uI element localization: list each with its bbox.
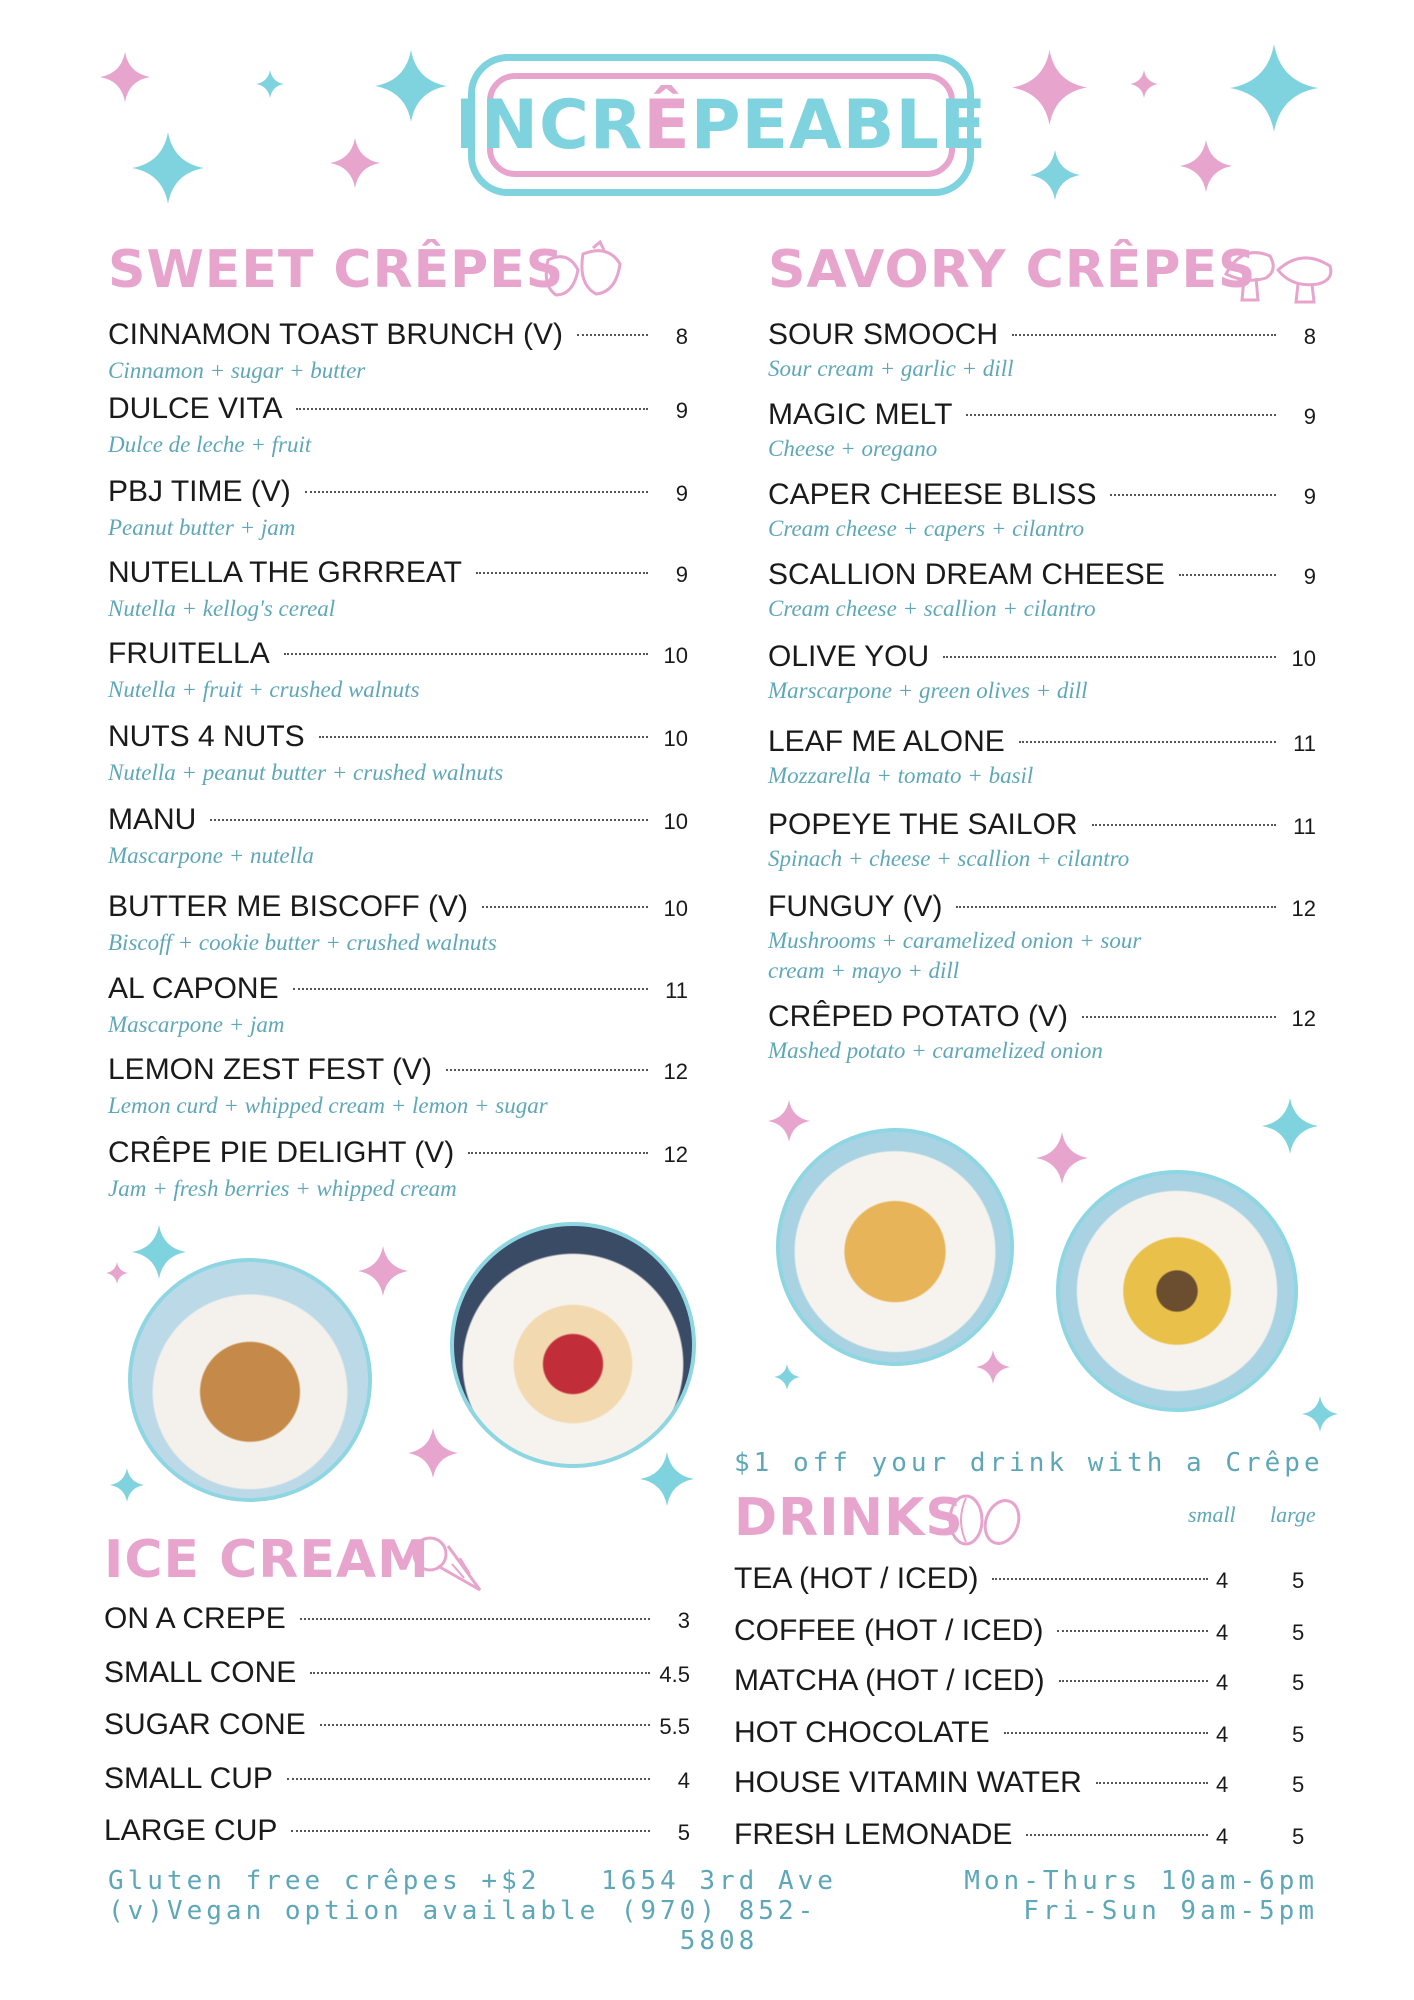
menu-item-row bbox=[104, 1708, 690, 1742]
menu-item-name: LEMON ZEST FEST (V) bbox=[108, 1053, 432, 1086]
menu-item-price: 12 bbox=[1291, 896, 1316, 921]
menu-item-name: CRÊPE PIE DELIGHT (V) bbox=[108, 1136, 455, 1169]
menu-item-price: 10 bbox=[663, 896, 688, 921]
menu-item-description: Mashed potato + caramelized onion bbox=[768, 1038, 1103, 1063]
menu-item-row bbox=[108, 720, 688, 754]
drink-price-small: 4 bbox=[1216, 1772, 1229, 1797]
menu-item-price: 11 bbox=[1293, 731, 1316, 756]
drink-price-small: 4 bbox=[1216, 1620, 1229, 1645]
coffee-bean-icon bbox=[944, 1490, 1026, 1550]
footer-hours bbox=[964, 1866, 1318, 1926]
sparkle-icon bbox=[1130, 70, 1158, 98]
sparkle-icon bbox=[1036, 1132, 1088, 1184]
menu-item-name: SMALL CUP bbox=[104, 1762, 273, 1795]
sparkle-icon bbox=[774, 1364, 800, 1390]
menu-item-description: Cinnamon + sugar + butter bbox=[108, 358, 366, 383]
menu-item-row bbox=[734, 1614, 1214, 1648]
menu-item-name: HOUSE VITAMIN WATER bbox=[734, 1766, 1082, 1799]
dot-leader bbox=[943, 656, 1276, 658]
sparkle-icon bbox=[375, 50, 447, 122]
sparkle-icon bbox=[1262, 1098, 1318, 1154]
gluten-free-note: Gluten free crêpes +$2 bbox=[108, 1866, 541, 1896]
menu-item-row bbox=[768, 808, 1316, 842]
dot-leader bbox=[468, 1152, 648, 1154]
phone-number[interactable]: (970) 852-5808 bbox=[620, 1896, 818, 1956]
menu-item-row bbox=[108, 556, 688, 590]
menu-item-price: 9 bbox=[1303, 404, 1316, 429]
berry-crepe-photo bbox=[450, 1222, 696, 1468]
menu-item-price: 9 bbox=[675, 398, 688, 423]
menu-item-description: Marscarpone + green olives + dill bbox=[768, 678, 1088, 703]
menu-item-row bbox=[108, 803, 688, 837]
drink-price-large: 5 bbox=[1292, 1824, 1305, 1849]
menu-item-description: Biscoff + cookie butter + crushed walnuts bbox=[108, 930, 497, 955]
menu-item-name: FRUITELLA bbox=[108, 637, 270, 670]
logo bbox=[454, 54, 988, 196]
menu-item-price: 9 bbox=[1303, 484, 1316, 509]
menu-item-description: Jam + fresh berries + whipped cream bbox=[108, 1176, 457, 1201]
sweet-crepe-photo bbox=[128, 1258, 372, 1502]
menu-item-price: 5.5 bbox=[659, 1714, 690, 1739]
menu-item-description: Mascarpone + jam bbox=[108, 1012, 285, 1037]
menu-item-row bbox=[734, 1716, 1214, 1750]
drink-price-small: 4 bbox=[1216, 1670, 1229, 1695]
menu-item-row bbox=[768, 398, 1316, 432]
drink-price-large: 5 bbox=[1292, 1722, 1305, 1747]
drink-price-small: 4 bbox=[1216, 1824, 1229, 1849]
menu-item-row bbox=[104, 1762, 690, 1796]
menu-item-price: 8 bbox=[675, 324, 688, 349]
menu-item-name: MANU bbox=[108, 803, 197, 836]
footer-notes bbox=[108, 1866, 599, 1926]
menu-item-price: 10 bbox=[663, 643, 688, 668]
menu-item-row bbox=[108, 637, 688, 671]
menu-item-description: Peanut butter + jam bbox=[108, 515, 296, 540]
sparkle-icon bbox=[100, 52, 150, 102]
menu-item-name: SCALLION DREAM CHEESE bbox=[768, 558, 1165, 591]
sparkle-icon bbox=[1230, 44, 1318, 132]
menu-item-row bbox=[768, 725, 1316, 759]
sparkle-icon bbox=[1180, 140, 1232, 192]
menu-item-description: Sour cream + garlic + dill bbox=[768, 356, 1014, 381]
dot-leader bbox=[284, 653, 648, 655]
dot-leader bbox=[1057, 1630, 1208, 1632]
menu-item-description: Spinach + cheese + scallion + cilantro bbox=[768, 846, 1130, 871]
strawberry-icon bbox=[538, 240, 628, 302]
sparkle-icon bbox=[132, 132, 204, 204]
dot-leader bbox=[319, 736, 648, 738]
menu-item-row bbox=[768, 640, 1316, 674]
menu-item-row bbox=[768, 558, 1316, 592]
sparkle-icon bbox=[1302, 1396, 1338, 1432]
menu-item-name: OLIVE YOU bbox=[768, 640, 930, 673]
sparkle-icon bbox=[976, 1350, 1010, 1384]
dot-leader bbox=[446, 1069, 648, 1071]
menu-item-name: LARGE CUP bbox=[104, 1814, 278, 1847]
menu-item-row bbox=[768, 478, 1316, 512]
dot-leader bbox=[1092, 824, 1276, 826]
menu-item-row bbox=[108, 890, 688, 924]
menu-item-name: COFFEE (HOT / ICED) bbox=[734, 1614, 1044, 1647]
sweet-crepes-heading: SWEET CRÊPES bbox=[108, 240, 565, 300]
menu-item-price: 9 bbox=[675, 481, 688, 506]
vegan-note: (v)Vegan option available bbox=[108, 1896, 600, 1926]
ice-cream-cone-icon bbox=[408, 1534, 484, 1594]
hours-weekday: Mon-Thurs 10am-6pm bbox=[964, 1866, 1318, 1896]
menu-item-name: CINNAMON TOAST BRUNCH (V) bbox=[108, 318, 564, 351]
drink-price-large: 5 bbox=[1292, 1620, 1305, 1645]
menu-item-row bbox=[768, 318, 1316, 352]
menu-item-name: FRESH LEMONADE bbox=[734, 1818, 1013, 1851]
menu-item-description: Lemon curd + whipped cream + lemon + sugar bbox=[108, 1093, 548, 1118]
menu-item-row bbox=[104, 1656, 690, 1690]
menu-item-name: CAPER CHEESE BLISS bbox=[768, 478, 1097, 511]
dot-leader bbox=[287, 1778, 650, 1780]
sparkle-icon bbox=[1030, 150, 1080, 200]
menu-item-row bbox=[108, 1053, 688, 1087]
sparkle-icon bbox=[1012, 50, 1087, 125]
savory-crepe-photo bbox=[776, 1128, 1014, 1366]
menu-item-price: 10 bbox=[1291, 646, 1316, 671]
hours-weekend: Fri-Sun 9am-5pm bbox=[1023, 1896, 1318, 1926]
menu-item-description: Cream cheese + scallion + cilantro bbox=[768, 596, 1096, 621]
sparkle-icon bbox=[358, 1246, 408, 1296]
menu-item-row bbox=[108, 1136, 688, 1170]
menu-item-row bbox=[104, 1814, 690, 1848]
menu-item-row bbox=[734, 1664, 1214, 1698]
dot-leader bbox=[577, 334, 648, 336]
drink-price-small: 4 bbox=[1216, 1568, 1229, 1593]
savory-crepes-heading: SAVORY CRÊPES bbox=[768, 240, 1257, 300]
menu-item-name: PBJ TIME (V) bbox=[108, 475, 291, 508]
dot-leader bbox=[482, 906, 648, 908]
menu-item-description: Dulce de leche + fruit bbox=[108, 432, 312, 457]
menu-item-price: 11 bbox=[1293, 814, 1316, 839]
menu-item-name: FUNGUY (V) bbox=[768, 890, 943, 923]
menu-item-row bbox=[104, 1602, 690, 1636]
drink-price-large: 5 bbox=[1292, 1772, 1305, 1797]
dot-leader bbox=[956, 906, 1276, 908]
menu-item-description: Mascarpone + nutella bbox=[108, 843, 314, 868]
menu-item-price: 4.5 bbox=[659, 1662, 690, 1687]
menu-item-name: MAGIC MELT bbox=[768, 398, 953, 431]
menu-item-description: Nutella + peanut butter + crushed walnuts bbox=[108, 760, 504, 785]
menu-item-description: Mushrooms + caramelized onion + sour bbox=[768, 928, 1142, 953]
dot-leader bbox=[1110, 494, 1276, 496]
mushroom-crepe-photo bbox=[1056, 1170, 1298, 1412]
menu-item-description: Nutella + kellog's cereal bbox=[108, 596, 336, 621]
menu-item-row bbox=[108, 392, 688, 426]
menu-item-price: 11 bbox=[665, 978, 688, 1003]
menu-item-name: SUGAR CONE bbox=[104, 1708, 306, 1741]
dot-leader bbox=[966, 414, 1276, 416]
menu-item-description: Cream cheese + capers + cilantro bbox=[768, 516, 1085, 541]
menu-item-description: Cheese + oregano bbox=[768, 436, 938, 461]
dot-leader bbox=[476, 572, 648, 574]
dot-leader bbox=[310, 1672, 650, 1674]
menu-item-description: Mozzarella + tomato + basil bbox=[768, 763, 1034, 788]
dot-leader bbox=[1082, 1016, 1276, 1018]
dot-leader bbox=[1096, 1782, 1208, 1784]
dot-leader bbox=[1004, 1732, 1208, 1734]
menu-item-price: 3 bbox=[677, 1608, 690, 1633]
dot-leader bbox=[1012, 334, 1276, 336]
menu-item-description: Nutella + fruit + crushed walnuts bbox=[108, 677, 420, 702]
large-column-label: large bbox=[1270, 1502, 1316, 1527]
menu-item-row bbox=[108, 318, 688, 352]
menu-item-row bbox=[734, 1766, 1214, 1800]
menu-item-row bbox=[108, 475, 688, 509]
menu-item-name: TEA (HOT / ICED) bbox=[734, 1562, 979, 1595]
menu-item-price: 9 bbox=[1303, 564, 1316, 589]
sparkle-icon bbox=[132, 1225, 186, 1279]
menu-item-name: MATCHA (HOT / ICED) bbox=[734, 1664, 1045, 1697]
menu-item-row bbox=[734, 1818, 1214, 1852]
dot-leader bbox=[305, 491, 648, 493]
menu-item-price: 5 bbox=[677, 1820, 690, 1845]
dot-leader bbox=[210, 819, 648, 821]
ice-cream-heading: ICE CREAM bbox=[104, 1530, 430, 1590]
footer-contact bbox=[594, 1866, 844, 1956]
dot-leader bbox=[1179, 574, 1276, 576]
dot-leader bbox=[296, 408, 648, 410]
menu-item-name: HOT CHOCOLATE bbox=[734, 1716, 990, 1749]
menu-item-name: CRÊPED POTATO (V) bbox=[768, 1000, 1069, 1033]
dot-leader bbox=[992, 1578, 1208, 1580]
sparkle-icon bbox=[106, 1262, 128, 1284]
drink-promo: $1 off your drink with a Crêpe bbox=[734, 1448, 1324, 1478]
menu-item-price: 8 bbox=[1303, 324, 1316, 349]
small-column-label: small bbox=[1188, 1502, 1236, 1527]
sparkle-icon bbox=[330, 138, 380, 188]
drink-price-large: 5 bbox=[1292, 1568, 1305, 1593]
mushroom-icon bbox=[1222, 244, 1338, 306]
menu-item-name: NUTELLA THE GRRREAT bbox=[108, 556, 462, 589]
logo-text: INCRÊPEABLE bbox=[454, 85, 988, 165]
dot-leader bbox=[1059, 1680, 1208, 1682]
dot-leader bbox=[291, 1830, 650, 1832]
sparkle-icon bbox=[640, 1452, 694, 1506]
menu-item-name: LEAF ME ALONE bbox=[768, 725, 1005, 758]
sparkle-icon bbox=[256, 70, 284, 98]
menu-item-price: 9 bbox=[675, 562, 688, 587]
dot-leader bbox=[320, 1724, 650, 1726]
menu-item-description: cream + mayo + dill bbox=[768, 958, 960, 983]
drink-price-small: 4 bbox=[1216, 1722, 1229, 1747]
sparkle-icon bbox=[110, 1468, 144, 1502]
menu-item-price: 4 bbox=[677, 1768, 690, 1793]
menu-item-name: SMALL CONE bbox=[104, 1656, 297, 1689]
menu-item-row bbox=[108, 972, 688, 1006]
menu-item-name: POPEYE THE SAILOR bbox=[768, 808, 1078, 841]
drink-price-large: 5 bbox=[1292, 1670, 1305, 1695]
menu-item-price: 10 bbox=[663, 809, 688, 834]
dot-leader bbox=[1019, 741, 1276, 743]
menu-item-price: 10 bbox=[663, 726, 688, 751]
menu-item-price: 12 bbox=[663, 1059, 688, 1084]
address: 1654 3rd Ave bbox=[601, 1866, 837, 1896]
dot-leader bbox=[1026, 1834, 1208, 1836]
menu-item-row bbox=[768, 1000, 1316, 1034]
drinks-heading: DRINKS bbox=[734, 1488, 964, 1548]
menu-item-name: ON A CREPE bbox=[104, 1602, 286, 1635]
menu-item-name: SOUR SMOOCH bbox=[768, 318, 999, 351]
menu-item-name: BUTTER ME BISCOFF (V) bbox=[108, 890, 468, 923]
dot-leader bbox=[300, 1618, 650, 1620]
sparkle-icon bbox=[408, 1428, 458, 1478]
menu-item-name: NUTS 4 NUTS bbox=[108, 720, 305, 753]
menu-item-price: 12 bbox=[1291, 1006, 1316, 1031]
menu-item-price: 12 bbox=[663, 1142, 688, 1167]
dot-leader bbox=[293, 988, 648, 990]
menu-item-name: DULCE VITA bbox=[108, 392, 283, 425]
menu-item-row bbox=[768, 890, 1316, 924]
sparkle-icon bbox=[768, 1100, 810, 1142]
menu-item-name: AL CAPONE bbox=[108, 972, 279, 1005]
menu-item-row bbox=[734, 1562, 1214, 1596]
